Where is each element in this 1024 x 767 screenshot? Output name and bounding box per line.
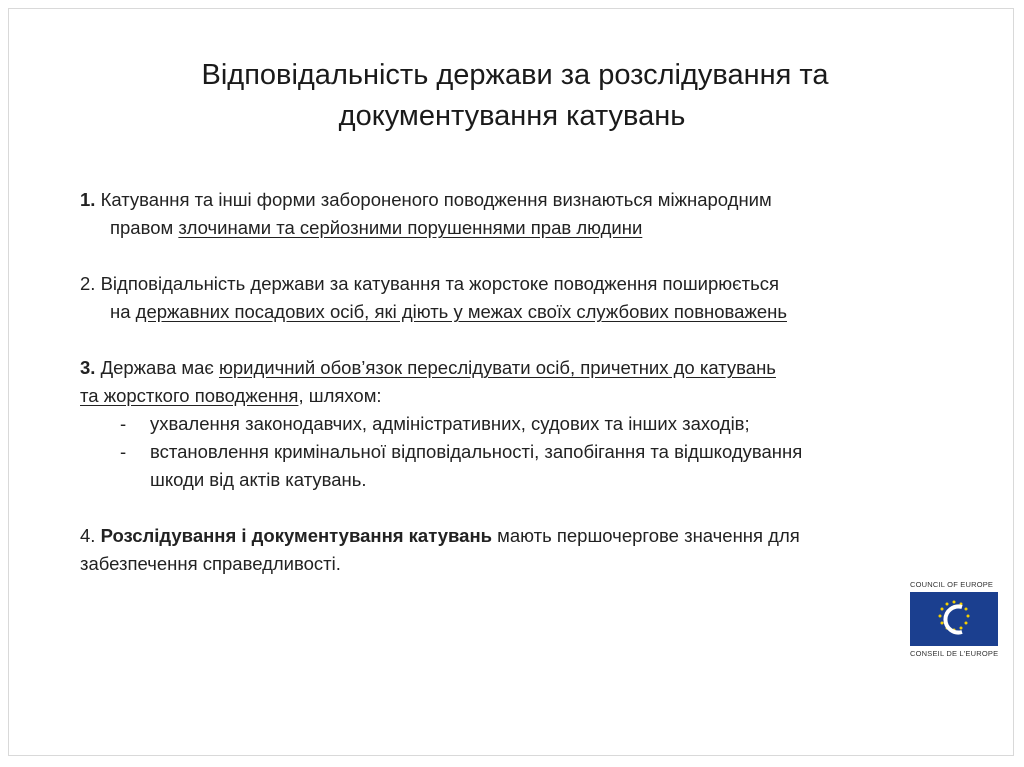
bullet-2-continuation: шкоди від актів катувань.: [150, 469, 367, 490]
logo-caption-bottom: CONSEIL DE L'EUROPE: [910, 649, 999, 658]
paragraph-3-underlined-2: та жорсткого поводження: [80, 385, 299, 406]
list-item: [80, 438, 920, 466]
paragraph-1-underlined: злочинами та серйозними порушеннями прав людини: [178, 217, 643, 238]
paragraph-2-number: 2.: [80, 273, 96, 294]
list-dash: -: [120, 441, 127, 462]
paragraph-1-text-2: правом: [110, 217, 179, 238]
paragraph-3-text-1: Держава має: [95, 357, 219, 378]
paragraph-2: [80, 270, 920, 326]
list-dash: -: [120, 413, 127, 434]
paragraph-3: [80, 354, 920, 494]
paragraph-3-text-2: , шляхом:: [298, 385, 382, 406]
title-line-1: Відповідальність держави за розслідування та: [201, 59, 829, 91]
council-of-europe-logo: [910, 580, 1002, 658]
paragraph-1: [80, 186, 920, 242]
paragraph-4-text-2: забезпечення справедливості.: [80, 553, 341, 574]
bullet-1-text: ухвалення законодавчих, адміністративних, судових та інших заходів;: [150, 413, 750, 434]
paragraph-1-number: 1.: [80, 189, 96, 210]
slide-body: [80, 186, 920, 606]
paragraph-2-text-1: Відповідальність держави за катування та жорстоке поводження поширюється: [95, 273, 779, 294]
slide-title: [0, 55, 1024, 137]
paragraph-4-number: 4.: [80, 525, 96, 546]
paragraph-3-underlined-1: юридичний обов’язок переслідувати осіб, причетних до катувань: [219, 357, 776, 378]
logo-emblem: [910, 592, 998, 646]
paragraph-2-underlined: державних посадових осіб, які діють у межах своїх службових повноважень: [135, 301, 787, 322]
title-line-2: документування катувань: [338, 100, 686, 132]
paragraph-1-text-1: Катування та інші форми забороненого поводження визнаються міжнародним: [95, 189, 772, 210]
paragraph-3-number: 3.: [80, 357, 96, 378]
stars-circle-icon: [910, 592, 998, 646]
logo-caption-top: COUNCIL OF EUROPE: [910, 580, 994, 589]
paragraph-4-text-1: мають першочергове значення для: [492, 525, 800, 546]
paragraph-4: [80, 522, 920, 578]
bullet-2-text: встановлення кримінальної відповідальності, запобігання та відшкодування: [150, 441, 803, 462]
paragraph-2-text-2: на: [110, 301, 136, 322]
paragraph-4-bold: Розслідування і документування катувань: [100, 525, 492, 546]
list-item: [80, 410, 920, 438]
